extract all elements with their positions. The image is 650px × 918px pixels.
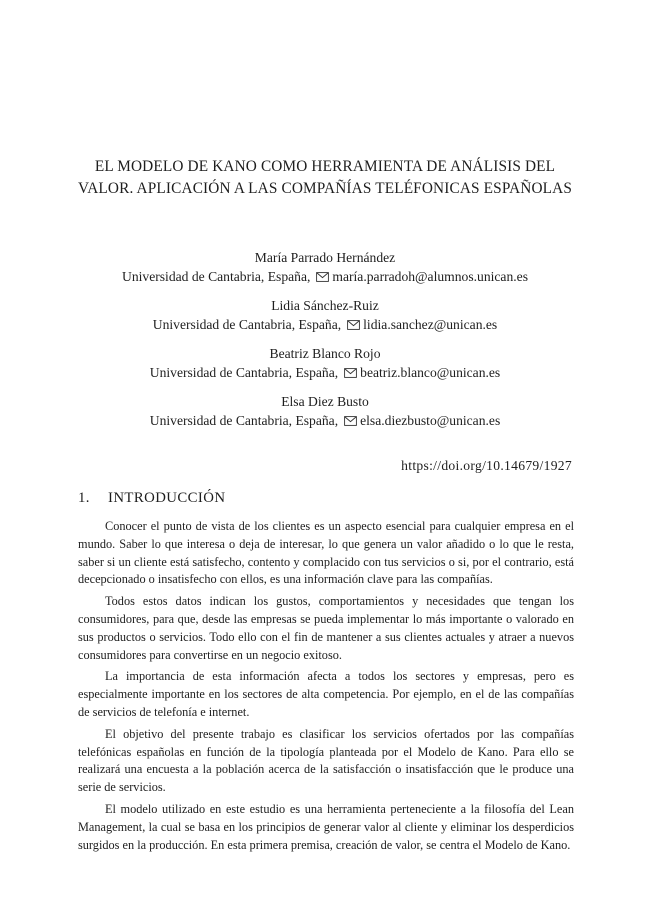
author-affiliation: Universidad de Cantabria, España, — [122, 269, 311, 284]
author-name: Elsa Diez Busto — [281, 394, 369, 409]
author-list — [60, 248, 590, 440]
author-block — [60, 344, 590, 382]
author-affiliation: Universidad de Cantabria, España, — [152, 317, 342, 332]
body-paragraph: Conocer el punto de vista de los clientes es un aspecto esencial para cualquier empresa en el mundo. Saber lo que interesa o deja de interesar, lo que genera un valor añadido o lo que le resta, saber si un cliente está satisfecho, contento y complacido con tus servicios o si, por el contrario, está decepcionado o insatisfecho con ellos, es una información clave para las compañías. — [78, 519, 574, 587]
author-name: Lidia Sánchez-Ruiz — [271, 298, 379, 313]
author-affiliation: Universidad de Cantabria, España, — [149, 365, 339, 380]
section-number: 1. — [78, 490, 90, 506]
author-block — [60, 392, 590, 430]
body-paragraph: Todos estos datos indican los gustos, comportamientos y necesidades que tengan los consumidores, para que, desde las empresas se pueda implementar lo más importante o valorado en sus productos o servicios. Todo ello con el fin de mantener a sus clientes actuales y atraer a nuevos consumidores para convertirse en un negocio exitoso. — [78, 594, 574, 662]
author-email-link[interactable]: lidia.sanchez@unican.es — [363, 317, 498, 332]
envelope-icon — [344, 368, 357, 378]
author-affiliation-line — [60, 363, 590, 382]
section-title: INTRODUCCIÓN — [108, 490, 226, 506]
body-paragraph: El modelo utilizado en este estudio es una herramienta perteneciente a la filosofía del Lean Management, la cual se basa en los principios de generar valor al cliente y eliminar los desperdicios surgidos en la producción. En esta primera premisa, creación de valor, se centra el Modelo de Kano. — [78, 801, 574, 852]
author-name: Beatriz Blanco Rojo — [269, 346, 381, 361]
section-body — [78, 518, 574, 858]
author-affiliation-line — [60, 267, 590, 286]
author-block — [60, 296, 590, 334]
author-block — [60, 248, 590, 286]
paper-title — [60, 156, 590, 200]
section-heading — [78, 490, 225, 507]
author-name: María Parrado Hernández — [254, 250, 396, 265]
body-paragraph: La importancia de esta información afecta a todos los sectores y empresas, pero es especialmente importante en los sectores de alta competencia. Por ejemplo, en el de las compañías de servicios de telefonía e internet. — [78, 669, 574, 719]
author-affiliation-line — [60, 411, 590, 430]
body-paragraph: El objetivo del presente trabajo es clasificar los servicios ofertados por las compañías telefónicas españolas en función de la tipología planteada por el Modelo de Kano. Para ello se realizará una encuesta a la población acerca de la satisfacción o insatisfacción que le produce una serie de servicios. — [78, 726, 574, 795]
author-email-link[interactable]: beatriz.blanco@unican.es — [360, 365, 501, 380]
author-affiliation-line — [60, 315, 590, 334]
author-email-link[interactable]: elsa.diezbusto@unican.es — [360, 413, 501, 428]
paper-title-line-2: VALOR. APLICACIÓN A LAS COMPAÑÍAS TELÉFONICAS ESPAÑOLAS — [77, 180, 573, 197]
author-affiliation: Universidad de Cantabria, España, — [149, 413, 339, 428]
paper-title-line-1: EL MODELO DE KANO COMO HERRAMIENTA DE ANÁLISIS DEL — [94, 158, 556, 175]
doi-link[interactable]: https://doi.org/10.14679/1927 — [401, 458, 572, 473]
envelope-icon — [344, 416, 357, 426]
author-email-link[interactable]: maría.parradoh@alumnos.unican.es — [332, 269, 528, 284]
envelope-icon — [347, 320, 360, 330]
envelope-icon — [316, 272, 329, 282]
